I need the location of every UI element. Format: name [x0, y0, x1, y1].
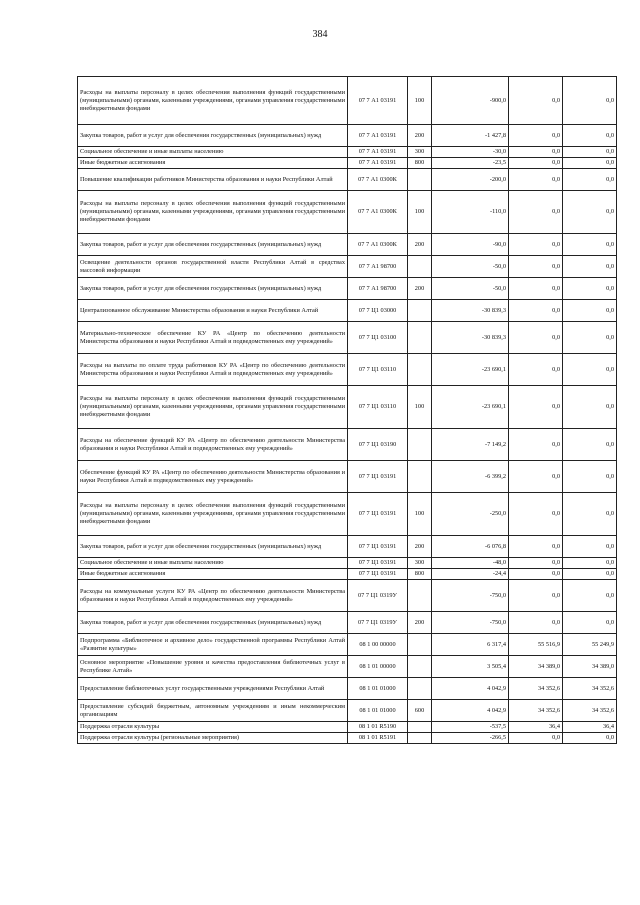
table-row — [78, 722, 617, 733]
row-name: Закупка товаров, работ и услуг для обеспечения государственных (муниципальных) нужд — [78, 278, 348, 300]
row-expense-type: 200 — [408, 125, 432, 147]
row-amount-2: 55 516,9 — [509, 634, 563, 656]
row-amount-1: -24,4 — [432, 569, 509, 580]
table-row — [78, 429, 617, 461]
row-amount-2: 0,0 — [509, 386, 563, 429]
row-amount-3: 0,0 — [563, 300, 617, 322]
table-row — [78, 158, 617, 169]
row-amount-3: 0,0 — [563, 354, 617, 386]
row-code: 07 7 А1 98700 — [348, 278, 408, 300]
row-amount-3: 0,0 — [563, 536, 617, 558]
row-amount-3: 0,0 — [563, 125, 617, 147]
row-code: 07 7 Ц1 03191 — [348, 569, 408, 580]
table-row — [78, 733, 617, 744]
row-amount-2: 0,0 — [509, 733, 563, 744]
row-amount-3: 0,0 — [563, 256, 617, 278]
row-amount-1: -23 690,1 — [432, 354, 509, 386]
row-amount-1: 4 042,9 — [432, 700, 509, 722]
row-amount-1: -90,0 — [432, 234, 509, 256]
row-code: 07 7 Ц1 03100 — [348, 322, 408, 354]
row-code: 07 7 Ц1 03190 — [348, 429, 408, 461]
row-amount-2: 0,0 — [509, 300, 563, 322]
row-name: Расходы на выплаты персоналу в целях обеспечения выполнения функций государственными (муниципальными) органами, казенными учреждениями, органами управления государственными внебюджетными фондами — [78, 493, 348, 536]
row-amount-2: 0,0 — [509, 147, 563, 158]
row-expense-type: 300 — [408, 147, 432, 158]
row-amount-1: -50,0 — [432, 256, 509, 278]
table-row — [78, 191, 617, 234]
row-amount-1: -48,0 — [432, 558, 509, 569]
row-amount-2: 34 352,6 — [509, 678, 563, 700]
row-amount-2: 0,0 — [509, 429, 563, 461]
row-name: Предоставление библиотечных услуг государственными учреждениями Республики Алтай — [78, 678, 348, 700]
row-amount-3: 0,0 — [563, 386, 617, 429]
row-expense-type: 100 — [408, 191, 432, 234]
row-code: 07 7 А1 0300К — [348, 169, 408, 191]
row-expense-type — [408, 580, 432, 612]
row-expense-type: 100 — [408, 493, 432, 536]
row-amount-1: -23,5 — [432, 158, 509, 169]
row-code: 07 7 А1 98700 — [348, 256, 408, 278]
row-amount-1: -7 149,2 — [432, 429, 509, 461]
row-amount-2: 0,0 — [509, 580, 563, 612]
row-amount-3: 0,0 — [563, 169, 617, 191]
row-name: Повышение квалификации работников Министерства образования и науки Республики Алтай — [78, 169, 348, 191]
row-amount-1: -30 839,3 — [432, 300, 509, 322]
row-name: Централизованное обслуживание Министерства образования и науки Республики Алтай — [78, 300, 348, 322]
row-amount-2: 0,0 — [509, 461, 563, 493]
row-code: 07 7 А1 03191 — [348, 147, 408, 158]
row-amount-1: -750,0 — [432, 612, 509, 634]
row-amount-2: 0,0 — [509, 158, 563, 169]
row-expense-type: 100 — [408, 386, 432, 429]
row-expense-type — [408, 169, 432, 191]
row-amount-2: 34 389,0 — [509, 656, 563, 678]
table-row — [78, 634, 617, 656]
row-amount-2: 0,0 — [509, 169, 563, 191]
row-name: Расходы на выплаты персоналу в целях обеспечения выполнения функций государственными (муниципальными) органами, казенными учреждениями, органами управления государственными внебюджетными фондами — [78, 386, 348, 429]
row-amount-2: 0,0 — [509, 354, 563, 386]
row-code: 07 7 Ц1 03110 — [348, 386, 408, 429]
row-amount-1: -200,0 — [432, 169, 509, 191]
row-amount-1: 4 042,9 — [432, 678, 509, 700]
row-expense-type: 200 — [408, 278, 432, 300]
table-row — [78, 169, 617, 191]
row-amount-1: -6 399,2 — [432, 461, 509, 493]
row-expense-type — [408, 678, 432, 700]
table-row — [78, 558, 617, 569]
row-amount-3: 0,0 — [563, 191, 617, 234]
row-amount-2: 0,0 — [509, 322, 563, 354]
row-amount-3: 0,0 — [563, 234, 617, 256]
row-expense-type: 100 — [408, 77, 432, 125]
row-name: Поддержка отрасли культуры — [78, 722, 348, 733]
row-expense-type — [408, 722, 432, 733]
row-amount-2: 0,0 — [509, 278, 563, 300]
table-row — [78, 300, 617, 322]
row-amount-3: 0,0 — [563, 612, 617, 634]
table-row — [78, 278, 617, 300]
row-name: Иные бюджетные ассигнования — [78, 569, 348, 580]
row-amount-3: 0,0 — [563, 733, 617, 744]
table-row — [78, 147, 617, 158]
table-row — [78, 234, 617, 256]
row-amount-2: 0,0 — [509, 125, 563, 147]
row-amount-2: 0,0 — [509, 569, 563, 580]
row-amount-1: -110,0 — [432, 191, 509, 234]
row-amount-3: 34 389,0 — [563, 656, 617, 678]
row-amount-1: 3 505,4 — [432, 656, 509, 678]
row-code: 07 7 Ц1 03000 — [348, 300, 408, 322]
row-amount-3: 0,0 — [563, 278, 617, 300]
row-code: 07 7 Ц1 03191 — [348, 536, 408, 558]
row-code: 08 1 00 00000 — [348, 634, 408, 656]
row-name: Закупка товаров, работ и услуг для обеспечения государственных (муниципальных) нужд — [78, 234, 348, 256]
row-amount-1: -1 427,8 — [432, 125, 509, 147]
row-name: Поддержка отрасли культуры (региональные мероприятия) — [78, 733, 348, 744]
row-code: 07 7 Ц1 03191 — [348, 461, 408, 493]
table-row — [78, 700, 617, 722]
row-amount-3: 55 249,9 — [563, 634, 617, 656]
row-amount-3: 36,4 — [563, 722, 617, 733]
table-row — [78, 386, 617, 429]
row-code: 07 7 Ц1 0319У — [348, 612, 408, 634]
row-name: Закупка товаров, работ и услуг для обеспечения государственных (муниципальных) нужд — [78, 536, 348, 558]
row-name: Расходы на выплаты персоналу в целях обеспечения выполнения функций государственными (муниципальными) органами, казенными учреждениями, органами управления государственными внебюджетными фондами — [78, 77, 348, 125]
row-expense-type — [408, 461, 432, 493]
table-row — [78, 536, 617, 558]
row-name: Основное мероприятие «Повышение уровня и качества предоставления библиотечных услуг в Республике Алтай» — [78, 656, 348, 678]
row-code: 08 1 01 R5191 — [348, 733, 408, 744]
row-code: 07 7 Ц1 03110 — [348, 354, 408, 386]
row-amount-2: 0,0 — [509, 256, 563, 278]
row-amount-1: -6 076,8 — [432, 536, 509, 558]
row-amount-1: -900,0 — [432, 77, 509, 125]
row-amount-1: 6 317,4 — [432, 634, 509, 656]
row-amount-1: -750,0 — [432, 580, 509, 612]
row-code: 08 1 01 01000 — [348, 700, 408, 722]
row-expense-type — [408, 429, 432, 461]
row-name: Иные бюджетные ассигнования — [78, 158, 348, 169]
row-name: Социальное обеспечение и иные выплаты населению — [78, 147, 348, 158]
page-number: 384 — [312, 29, 328, 40]
row-name: Закупка товаров, работ и услуг для обеспечения государственных (муниципальных) нужд — [78, 612, 348, 634]
row-amount-3: 0,0 — [563, 322, 617, 354]
row-amount-2: 0,0 — [509, 77, 563, 125]
row-expense-type: 800 — [408, 569, 432, 580]
row-amount-3: 0,0 — [563, 158, 617, 169]
row-amount-3: 34 352,6 — [563, 678, 617, 700]
row-amount-1: -250,0 — [432, 493, 509, 536]
table-row — [78, 493, 617, 536]
row-code: 07 7 А1 03191 — [348, 125, 408, 147]
table-row — [78, 125, 617, 147]
row-amount-3: 0,0 — [563, 147, 617, 158]
table-row — [78, 678, 617, 700]
row-amount-1: -30 839,3 — [432, 322, 509, 354]
row-expense-type — [408, 354, 432, 386]
row-expense-type — [408, 634, 432, 656]
row-code: 07 7 А1 03191 — [348, 77, 408, 125]
row-amount-2: 0,0 — [509, 191, 563, 234]
row-expense-type: 600 — [408, 700, 432, 722]
row-amount-1: -30,0 — [432, 147, 509, 158]
row-name: Освещение деятельности органов государственной власти Республики Алтай в средствах массовой информации — [78, 256, 348, 278]
row-amount-3: 0,0 — [563, 558, 617, 569]
row-amount-3: 0,0 — [563, 461, 617, 493]
row-name: Предоставление субсидий бюджетным, автономным учреждениям и иным некоммерческим организациям — [78, 700, 348, 722]
row-amount-3: 0,0 — [563, 493, 617, 536]
row-amount-2: 0,0 — [509, 612, 563, 634]
row-name: Материально-техническое обеспечение КУ РА «Центр по обеспечению деятельности Министерства образования и науки Республики Алтай и подведомственных ему учреждений» — [78, 322, 348, 354]
table-row — [78, 322, 617, 354]
row-amount-3: 0,0 — [563, 580, 617, 612]
table-row — [78, 580, 617, 612]
row-expense-type — [408, 300, 432, 322]
row-expense-type: 200 — [408, 612, 432, 634]
row-amount-2: 34 352,6 — [509, 700, 563, 722]
table-row — [78, 569, 617, 580]
row-amount-1: -537,5 — [432, 722, 509, 733]
row-name: Закупка товаров, работ и услуг для обеспечения государственных (муниципальных) нужд — [78, 125, 348, 147]
row-name: Социальное обеспечение и иные выплаты населению — [78, 558, 348, 569]
row-code: 07 7 А1 0300К — [348, 234, 408, 256]
row-expense-type: 200 — [408, 536, 432, 558]
row-amount-1: -266,5 — [432, 733, 509, 744]
row-name: Расходы на выплаты по оплате труда работников КУ РА «Центр по обеспечению деятельности Министерства образования и науки Республики Алтай и подведомственных ему учреждений» — [78, 354, 348, 386]
row-amount-3: 0,0 — [563, 569, 617, 580]
table-row — [78, 461, 617, 493]
row-amount-2: 0,0 — [509, 558, 563, 569]
row-code: 08 1 01 01000 — [348, 678, 408, 700]
row-amount-1: -23 690,1 — [432, 386, 509, 429]
row-code: 08 1 01 00000 — [348, 656, 408, 678]
row-code: 07 7 А1 03191 — [348, 158, 408, 169]
budget-table — [77, 76, 617, 744]
table-row — [78, 354, 617, 386]
row-expense-type — [408, 656, 432, 678]
row-name: Расходы на коммунальные услуги КУ РА «Центр по обеспечению деятельности Министерства образования и науки Республики Алтай и подведомственных ему учреждений» — [78, 580, 348, 612]
row-expense-type — [408, 733, 432, 744]
row-code: 07 7 Ц1 03191 — [348, 493, 408, 536]
row-expense-type: 300 — [408, 558, 432, 569]
table-row — [78, 612, 617, 634]
row-expense-type: 800 — [408, 158, 432, 169]
row-amount-1: -50,0 — [432, 278, 509, 300]
row-code: 08 1 01 R5190 — [348, 722, 408, 733]
table-row — [78, 77, 617, 125]
row-expense-type — [408, 322, 432, 354]
row-code: 07 7 Ц1 0319У — [348, 580, 408, 612]
row-amount-2: 0,0 — [509, 234, 563, 256]
row-expense-type — [408, 256, 432, 278]
row-name: Расходы на выплаты персоналу в целях обеспечения выполнения функций государственными (муниципальными) органами, казенными учреждениями, органами управления государственными внебюджетными фондами — [78, 191, 348, 234]
row-amount-2: 0,0 — [509, 493, 563, 536]
row-code: 07 7 А1 0300К — [348, 191, 408, 234]
table-row — [78, 656, 617, 678]
row-name: Подпрограмма «Библиотечное и архивное дело» государственной программы Республики Алтай «Развитие культуры» — [78, 634, 348, 656]
row-amount-3: 34 352,6 — [563, 700, 617, 722]
row-amount-3: 0,0 — [563, 77, 617, 125]
row-amount-2: 0,0 — [509, 536, 563, 558]
row-name: Расходы на обеспечение функций КУ РА «Центр по обеспечению деятельности Министерства образования и науки Республики Алтай и подведомственных ему учреждений» — [78, 429, 348, 461]
row-code: 07 7 Ц1 03191 — [348, 558, 408, 569]
table-row — [78, 256, 617, 278]
row-name: Обеспечение функций КУ РА «Центр по обеспечению деятельности Министерства образования и науки Республики Алтай и подведомственных ему учреждений» — [78, 461, 348, 493]
row-expense-type: 200 — [408, 234, 432, 256]
row-amount-2: 36,4 — [509, 722, 563, 733]
row-amount-3: 0,0 — [563, 429, 617, 461]
